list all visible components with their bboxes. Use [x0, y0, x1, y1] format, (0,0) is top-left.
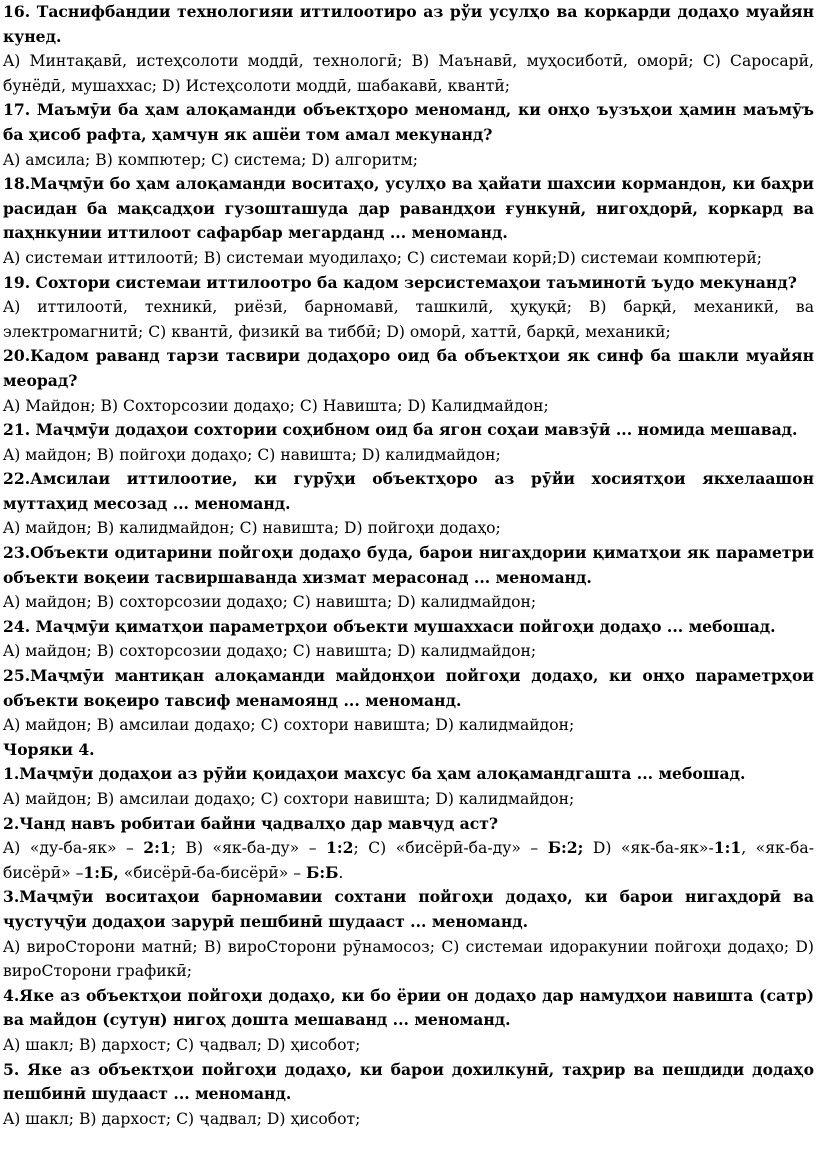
- answer-options: A) шакл; B) дархост; C) ҷадвал; D) ҳисобот;: [3, 1109, 361, 1128]
- answer-ratio: Б:2;: [547, 838, 584, 858]
- answer-text-segment: ; B) «як-ба-ду» –: [170, 839, 326, 858]
- section-heading: Чоряки 4.: [3, 739, 95, 759]
- answer-options: A) майдон; B) амсилаи додаҳо; C) сохтори навишта; D) калидмайдон;: [3, 716, 575, 735]
- answer-ratio: 2:1: [143, 838, 171, 858]
- answer-options: A) Минтақавӣ, истеҳсолоти моддӣ, технологӣ; B) Маънавӣ, муҳосиботӣ, оморӣ; C) Саросарӣ, бунёдӣ, мушаххас; D) Истеҳсолоти моддӣ, шабакавӣ, квантӣ;: [3, 52, 814, 95]
- answer-options: A) системаи иттилоотӣ; B) системаи муодилаҳо; C) системаи корӣ;D) системаи компютерӣ;: [3, 248, 762, 267]
- answer-ratio: Б:Б: [306, 862, 339, 882]
- answer-text-segment: D) «як-ба-як»-: [583, 839, 714, 858]
- answer-ratio: 1:1: [713, 838, 742, 858]
- question-text: 4.Яке аз объектҳои пойгоҳи додаҳо, ки бо ёрии он додаҳо дар намудҳои навишта (сатр) ва майдон (сутун) нигоҳ дошта мешаванд ... меноманд.: [3, 985, 814, 1030]
- answer-options: A) амсила; B) компютер; C) система; D) алгоритм;: [3, 150, 419, 169]
- question-text: 20.Кадом раванд тарзи тасвири додаҳоро оид ба объектҳои як синф ба шакли муайян меорад?: [3, 346, 814, 390]
- question-text: 2.Чанд навъ робитаи байни ҷадвалҳо дар мавҷуд аст?: [3, 813, 499, 833]
- answer-text-segment: .: [338, 863, 344, 882]
- question-text: 16. Таснифбандии технологияи иттилоотиро аз рўи усулҳо ва коркарди додаҳо муайян кунед.: [3, 2, 814, 46]
- answer-options: A) майдон; B) сохторсозии додаҳо; C) навишта; D) калидмайдон;: [3, 593, 537, 612]
- question-text: 23.Объекти одитарини пойгоҳи додаҳо буда, барои нигаҳдории қиматҳои як параметри объекти воқеии тасвиршаванда хизмат мерасонад ... меноманд.: [3, 543, 814, 587]
- answer-options: A) майдон; B) пойгоҳи додаҳо; C) навишта; D) калидмайдон;: [3, 445, 501, 464]
- answer-options: A) иттилоотӣ, техникӣ, риёзӣ, барномавӣ, ташкилӣ, ҳуқуқӣ; B) барқӣ, механикӣ, ва электромагнитӣ; C) квантӣ, физикӣ ва тиббӣ; D) оморӣ, хаттӣ, барқӣ, механикӣ;: [3, 298, 814, 341]
- question-text: 24. Маҷмӯи қиматҳои параметрҳои объекти мушаххаси пойгоҳи додаҳо ... мебошад.: [3, 616, 776, 636]
- question-text: 1.Маҷмӯи додаҳои аз рӯйи қоидаҳои махсус ба ҳам алоқамандгашта ... мебошад.: [3, 764, 746, 784]
- question-text: 25.Маҷмӯи мантиқан алоқаманди майдонҳои пойгоҳи додаҳо, ки онҳо параметрҳои объекти воқеиро тавсиф менамоянд ... меноманд.: [3, 666, 814, 710]
- answer-options: A) майдон; B) амсилаи додаҳо; C) сохтори навишта; D) калидмайдон;: [3, 790, 575, 808]
- question-text: 21. Маҷмӯи додаҳои сохтории соҳибном оид ба ягон соҳаи мавзӯӣ ... номида мешавад.: [3, 420, 798, 440]
- answer-text-segment: , «як-ба-бисёрӣ» –: [3, 839, 815, 882]
- question-text: 17. Маъмӯи ба ҳам алоқаманди объектҳоро меноманд, ки онҳо ъузъҳои ҳамин маъмӯъ ба ҳисоб рафта, ҳамчун як ашёи том амал мекунанд?: [3, 100, 814, 144]
- question-text: 19. Сохтори системаи иттилоотро ба кадом зерсистемаҳои таъминотӣ ъудо мекунанд?: [3, 272, 797, 292]
- question-text: 5. Яке аз объектҳои пойгоҳи додаҳо, ки барои дохилкунӣ, таҳрир ва пешдиди додаҳо пешбинӣ шудааст ... меноманд.: [3, 1059, 814, 1104]
- answer-text-segment: A) «ду-ба-як» –: [3, 839, 144, 858]
- answer-options: [3, 836, 814, 885]
- answer-text-segment: «бисёрӣ-ба-бисёрӣ» –: [118, 863, 307, 882]
- answer-text-segment: ; C) «бисёрӣ-ба-ду» –: [353, 839, 548, 858]
- answer-options: A) вироСторони матнӣ; B) вироСторони рӯнамосоз; C) системаи идоракунии пойгоҳи додаҳо; D) вироСторони графикӣ;: [3, 937, 814, 981]
- answer-options: A) майдон; B) калидмайдон; C) навишта; D) пойгоҳи додаҳо;: [3, 519, 501, 538]
- question-text: 3.Маҷмӯи воситаҳои барномавии сохтани пойгоҳи додаҳо, ки барои нигаҳдорӣ ва ҷустуҷӯи додаҳои зарурӣ пешбинӣ шудааст ... меноманд.: [3, 887, 814, 931]
- answer-options: A) Майдон; B) Сохторсозии додаҳо; C) Навишта; D) Калидмайдон;: [3, 396, 549, 415]
- question-text: 18.Маҷмӯи бо ҳам алоқаманди воситаҳо, усулҳо ва ҳайати шахсии кормандон, ки баҳри расидан ба мақсадҳои гузошташуда дар равандҳои ғункунӣ, нигоҳдорӣ, коркард ва паҳнкунии иттилоот сафарбар мегарданд ... меноманд.: [3, 174, 814, 243]
- answer-ratio: 1:2: [326, 838, 354, 858]
- question-text: 22.Амсилаи иттилоотие, ки гурӯҳи объектҳоро аз рӯйи хосиятҳои якхелаашон муттаҳид месозад ... меноманд.: [3, 469, 814, 513]
- answer-options: A) шакл; B) дархост; C) ҷадвал; D) ҳисобот;: [3, 1035, 361, 1054]
- answer-options: A) майдон; B) сохторсозии додаҳо; C) навишта; D) калидмайдон;: [3, 642, 537, 661]
- answer-ratio: 1:Б,: [83, 862, 119, 882]
